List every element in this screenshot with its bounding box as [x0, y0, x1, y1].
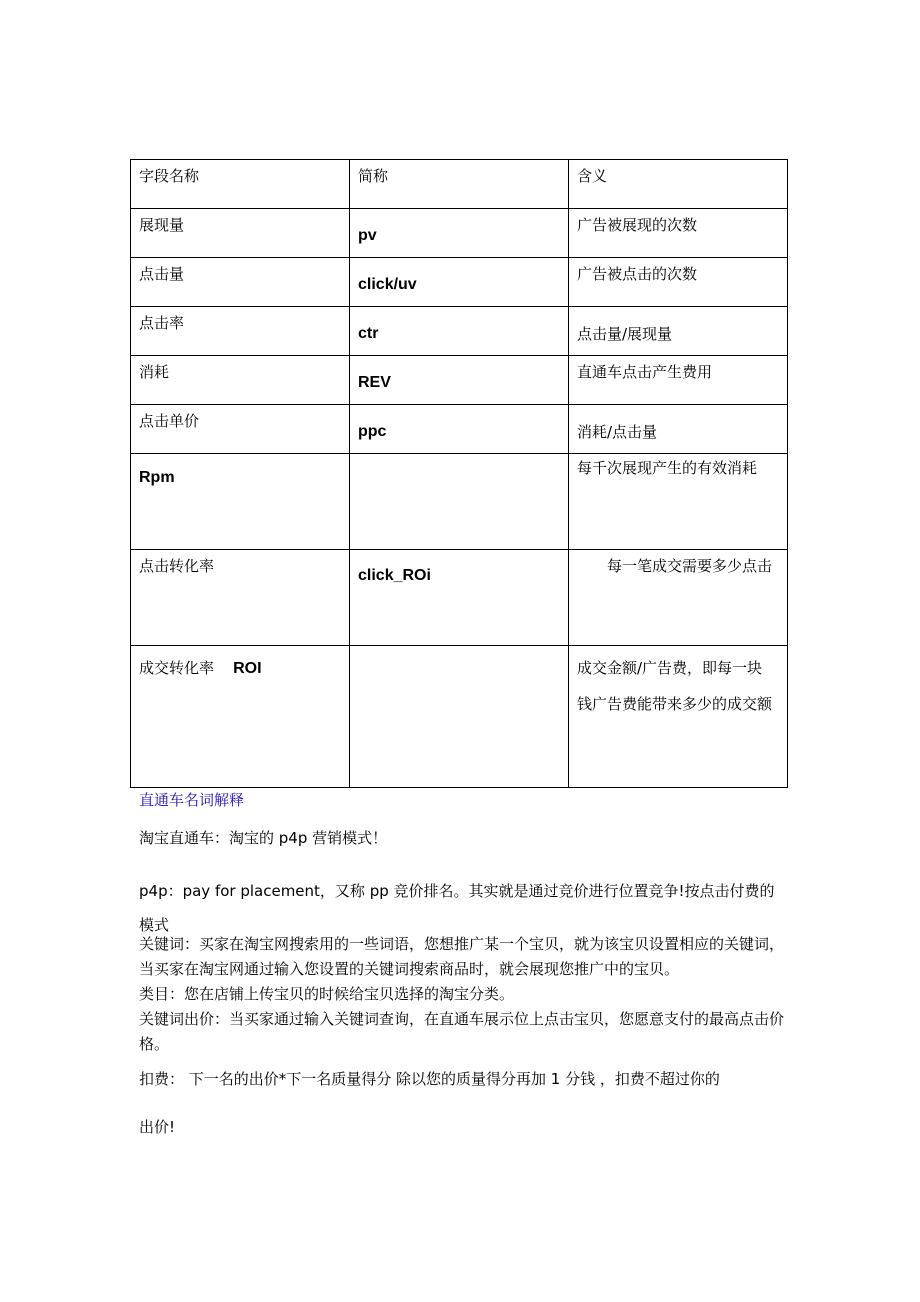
paragraph-bid: 关键词出价：当买家通过输入关键词查询，在直通车展示位上点击宝贝，您愿意支付的最高点击价格。 — [139, 1010, 785, 1053]
table-row — [131, 550, 788, 646]
paragraph-keyword: 关键词：买家在淘宝网搜索用的一些词语，您想推广某一个宝贝，就为该宝贝设置相应的关键词，当买家在淘宝网通过输入您设置的关键词搜索商品时，就会展现您推广中的宝贝。 — [139, 935, 785, 978]
table-row — [131, 307, 788, 356]
table-row — [131, 258, 788, 307]
row-name: Rpm — [139, 469, 175, 486]
table-row — [131, 454, 788, 550]
row-meaning-line1: 成交金额/广告费，即每一块 — [577, 659, 763, 677]
section-title[interactable]: 直通车名词解释 — [139, 791, 245, 809]
header-field-name: 字段名称 — [131, 160, 350, 209]
row-name: 展现量 — [139, 216, 185, 234]
row-name-en: ROI — [233, 660, 262, 677]
paragraph-category: 类目：您在店铺上传宝贝的时候给宝贝选择的淘宝分类。 — [139, 985, 515, 1003]
row-meaning: 广告被展现的次数 — [577, 216, 698, 234]
paragraph-fee-line2: 出价! — [139, 1118, 176, 1136]
terms-table — [130, 159, 788, 788]
header-meaning: 含义 — [569, 160, 788, 209]
row-abbr: ppc — [358, 423, 387, 440]
table-row — [131, 646, 788, 788]
table-row — [131, 356, 788, 405]
paragraph-p4p-intro: 淘宝直通车：淘宝的 p4p 营销模式！ — [139, 829, 388, 847]
table-row — [131, 209, 788, 258]
row-meaning-line2: 钱广告费能带来多少的成交额 — [577, 695, 773, 713]
row-abbr: pv — [358, 227, 377, 244]
row-abbr: ctr — [358, 325, 379, 342]
row-meaning: 消耗/点击量 — [577, 423, 658, 441]
table-header-row — [131, 160, 788, 209]
row-name: 消耗 — [139, 363, 170, 381]
row-name: 点击转化率 — [139, 557, 215, 575]
row-name: 点击单价 — [139, 412, 200, 430]
row-meaning: 广告被点击的次数 — [577, 265, 698, 283]
row-name: 点击量 — [139, 265, 185, 283]
row-name-cn: 成交转化率 — [139, 659, 215, 677]
paragraph-fee-line1: 扣费： 下一名的出价*下一名质量得分 除以您的质量得分再加 1 分钱 ，扣费不超过你的 — [139, 1070, 720, 1088]
row-abbr: REV — [358, 374, 391, 391]
row-meaning: 每一笔成交需要多少点击 — [607, 557, 773, 575]
row-meaning: 点击量/展现量 — [577, 325, 673, 343]
row-meaning: 直通车点击产生费用 — [577, 363, 713, 381]
paragraph-p4p-definition: p4p：pay for placement，又称 pp 竞价排名。其实就是通过竞价进行位置竞争!按点击付费的模式 — [139, 882, 775, 934]
row-abbr: click/uv — [358, 276, 417, 293]
header-abbr: 简称 — [350, 160, 569, 209]
row-abbr: click_ROi — [358, 567, 431, 584]
row-name: 点击率 — [139, 314, 185, 332]
row-meaning: 每千次展现产生的有效消耗 — [577, 459, 758, 477]
table-row — [131, 405, 788, 454]
